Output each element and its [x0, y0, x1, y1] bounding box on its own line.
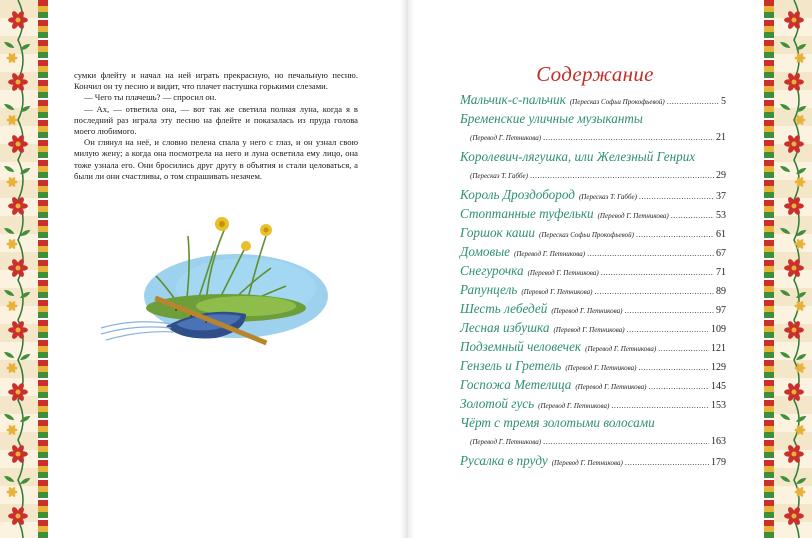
toc-entry-page: 37 — [716, 191, 726, 202]
toc-entry[interactable] — [460, 109, 726, 128]
toc-leader-dots — [671, 206, 714, 225]
toc-entry-credit: (Перевод Г. Петникова) — [551, 459, 623, 467]
flute-and-cap-on-grass-icon — [96, 206, 336, 376]
toc-entry[interactable] — [460, 261, 726, 280]
toc-entry-page: 71 — [716, 267, 726, 278]
toc-entry[interactable] — [460, 394, 726, 413]
toc-entry-credit: (Пересказ Т. Габбе) — [578, 193, 637, 201]
toc-entry-page: 21 — [716, 132, 726, 143]
toc-entry-page: 145 — [711, 381, 726, 392]
book-gutter — [400, 0, 414, 538]
toc-entry-credit: (Перевод Г. Петникова) — [551, 307, 623, 315]
toc-entry-credit: (Перевод Г. Петникова) — [585, 345, 657, 353]
toc-entry[interactable] — [460, 375, 726, 394]
toc-entry-title: Горшок каши — [460, 225, 536, 240]
toc-entry[interactable] — [460, 204, 726, 223]
toc-entry-page: 163 — [711, 436, 726, 447]
toc-entry-page: 109 — [711, 324, 726, 335]
toc-leader-dots — [648, 377, 709, 396]
toc-leader-dots — [624, 301, 714, 320]
toc-entry-title: Мальчик-с-пальчик — [460, 92, 566, 107]
toc-entry-credit: (Пересказ Т. Габбе) — [470, 172, 528, 180]
toc-entry-title: Королевич-лягушка, или Железный Генрих — [460, 149, 696, 164]
toc-leader-dots — [658, 339, 709, 358]
toc-leader-dots — [627, 320, 709, 339]
toc-entry[interactable] — [460, 90, 726, 109]
toc-entry-page: 5 — [721, 96, 726, 107]
toc-entry-continuation[interactable] — [460, 432, 726, 451]
toc-entry-title: Чёрт с тремя золотыми волосами — [460, 415, 655, 430]
story-text — [74, 70, 358, 182]
toc-entry-credit: (Пересказ Софьи Прокофьевой) — [569, 98, 665, 106]
toc-entry-title: Стоптанные туфельки — [460, 206, 594, 221]
toc-leader-dots — [530, 166, 714, 185]
toc-entry[interactable] — [460, 147, 726, 166]
left-floral-border — [0, 0, 48, 538]
toc-entry-page: 97 — [716, 305, 726, 316]
toc-entry-page: 67 — [716, 248, 726, 259]
toc-entry-page: 29 — [716, 170, 726, 181]
toc-leader-dots — [594, 282, 714, 301]
toc-entry[interactable] — [460, 242, 726, 261]
right-border-stripes — [764, 0, 774, 538]
story-paragraph: — Ах, — ответила она, — вот так же светила полная луна, когда я в последний раз играла эту песню на флейте и показалась из пруда голова моего любимого. — [74, 103, 358, 137]
toc-entry[interactable] — [460, 356, 726, 375]
toc-leader-dots — [625, 453, 709, 472]
toc-entry-page: 153 — [711, 400, 726, 411]
toc-entry-credit: (Перевод Г. Петникова) — [575, 383, 647, 391]
toc-leader-dots — [587, 244, 714, 263]
toc-entry-credit: (Перевод Г. Петникова) — [565, 364, 637, 372]
toc-entry-continuation[interactable] — [460, 128, 726, 147]
toc-entry[interactable] — [460, 413, 726, 432]
toc-entry-page: 179 — [711, 457, 726, 468]
toc-entry-credit: (Перевод Г. Петникова) — [597, 212, 669, 220]
toc-leader-dots — [636, 225, 714, 244]
toc-entry-title: Шесть лебедей — [460, 301, 548, 316]
story-paragraph: Он глянул на неё, и словно пелена спала у него с глаз, и он узнал свою милую жену; а когда она посмотрела на него и луна осветила ему лицо, она тоже узнала его. Они бросились друг другу в объятия и стали целоваться, а были ли они счастливы, о том спрашивать незачем. — [74, 137, 358, 181]
toc-entry[interactable] — [460, 185, 726, 204]
toc-leader-dots — [543, 128, 714, 147]
toc-entry-title: Золотой гусь — [460, 396, 535, 411]
toc-entry-title: Русалка в пруду — [460, 453, 548, 468]
toc-entry[interactable] — [460, 337, 726, 356]
toc-entry[interactable] — [460, 223, 726, 242]
toc-leader-dots — [667, 92, 719, 111]
toc-entry-title: Гензель и Гретель — [460, 358, 562, 373]
toc-entry-credit: (Перевод Г. Петникова) — [470, 134, 542, 142]
toc-entry-title: Подземный человечек — [460, 339, 582, 354]
toc-entry-page: 121 — [711, 343, 726, 354]
toc-entry-credit: (Пересказ Софьи Прокофьевой) — [539, 231, 634, 239]
toc-entry-credit: (Перевод Г. Петникова) — [514, 250, 586, 258]
contents-title: Содержание — [536, 62, 654, 86]
story-paragraph: сумки флейту и начал на ней играть прекрасную, но печальную песню. Кончил он ту песню и видит, что плачет пастушка горькими слезами. — [74, 70, 358, 92]
toc-entry-title: Король Дроздобород — [460, 187, 575, 202]
toc-entry-title: Снегурочка — [460, 263, 524, 278]
toc-leader-dots — [638, 358, 709, 377]
toc-entry-credit: (Перевод Г. Петникова) — [470, 438, 542, 446]
right-floral-border — [764, 0, 812, 538]
toc-entry-credit: (Перевод Г. Петникова) — [521, 288, 593, 296]
toc-entry-page: 61 — [716, 229, 726, 240]
toc-entry-credit: (Перевод Г. Петникова) — [527, 269, 599, 277]
left-border-stripes — [38, 0, 48, 538]
toc-entry-title: Бременские уличные музыканты — [460, 111, 643, 126]
toc-leader-dots — [543, 432, 709, 451]
toc-entry-title: Домовые — [460, 244, 510, 259]
toc-entry-page: 129 — [711, 362, 726, 373]
toc-entry-page: 89 — [716, 286, 726, 297]
toc-entry[interactable] — [460, 451, 726, 470]
toc-entry-credit: (Перевод Г. Петникова) — [538, 402, 610, 410]
table-of-contents — [460, 90, 726, 470]
toc-entry-continuation[interactable] — [460, 166, 726, 185]
toc-leader-dots — [639, 187, 714, 206]
toc-leader-dots — [601, 263, 714, 282]
toc-entry[interactable] — [460, 318, 726, 337]
toc-entry-credit: (Перевод Г. Петникова) — [553, 326, 625, 334]
toc-entry[interactable] — [460, 299, 726, 318]
toc-entry-title: Лесная избушка — [460, 320, 550, 335]
toc-entry-title: Госпожа Метелица — [460, 377, 572, 392]
toc-entry-page: 53 — [716, 210, 726, 221]
toc-entry-title: Рапунцель — [460, 282, 518, 297]
story-paragraph: — Чего ты плачешь? — спросил он. — [84, 92, 217, 103]
